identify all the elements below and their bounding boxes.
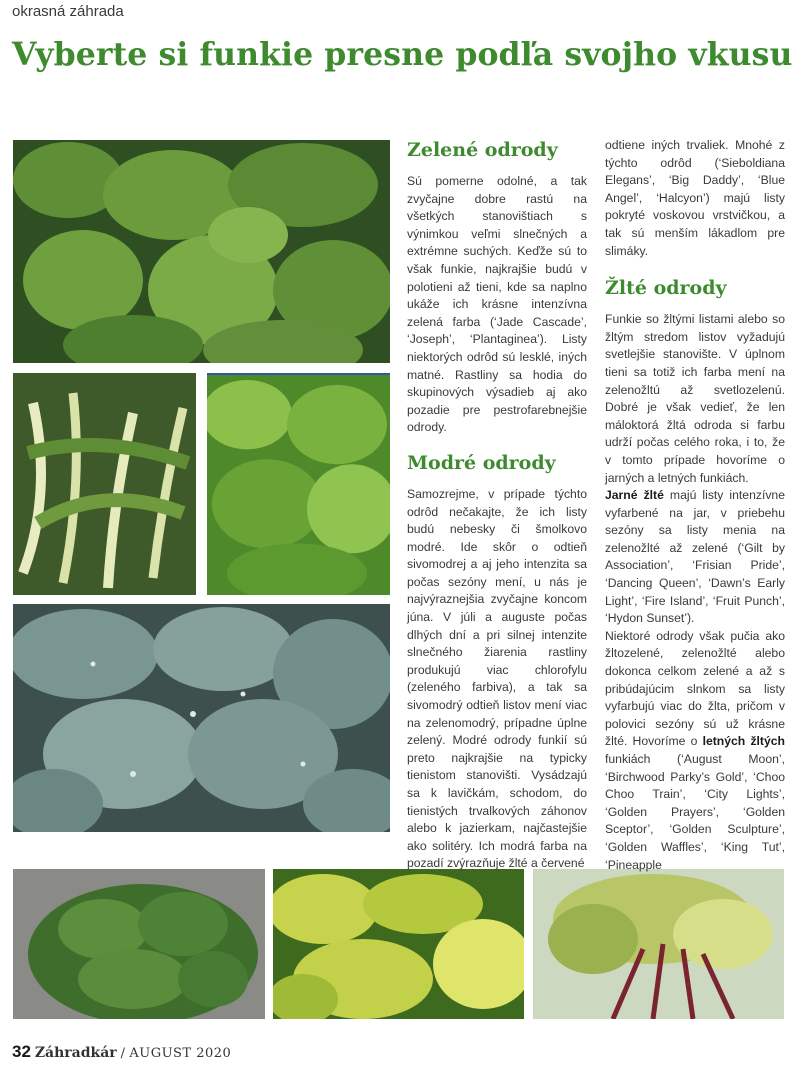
photo-yellow-red-stem-hosta (533, 869, 784, 1019)
page-number: 32 (12, 1042, 31, 1061)
page-title: Vyberte si funkie presne podľa svojho vkusu (12, 36, 793, 73)
heading-green-varieties: Zelené odrody (407, 139, 558, 161)
footer-separator: / (120, 1046, 126, 1061)
text-summer-yellow-before: Niektoré odrody však pučia ako žltozelené, zelenožlté alebo dokonca celkom zelené a až s pribúdajúcim slnkom sa listy vyfarbujú viac do žlta, pričom v polovici sezóny sú už krásne žlté. Hovoríme o (605, 628, 785, 749)
article-column-2 (605, 137, 785, 874)
photo-green-hosta-large (13, 140, 390, 363)
article-column-1 (407, 138, 587, 873)
photo-variegated-hosta (13, 373, 196, 595)
text-spring-yellow: majú listy intenzívne vyfarbené na jar, v priebehu sezóny sa listy menia na zelenožlté až zelené (‘Gilt by Association’, ‘Frisian Pride’, ‘Dancing Queen’, ‘Dawn’s Early Light’, ‘Fire Island’, ‘Fruit Punch’, ‘Hydon Sunset’). (605, 488, 785, 626)
paragraph-green-varieties: Sú pomerne odolné, a tak zvyčajne dobre rastú na všetkých stanovištiach s výnimkou veľmi slnečných a extrémne suchých. Keďže sú to však funkie, najkrajšie budú v polotieni až tieni, kde sa naplno ukáže ich krásne intenzívna zelená farba (‘Jade Cascade’, ‘Joseph’, ‘Plantaginea’). Listy niektorých odrôd sú lesklé, iných matné. Rastliny sa hodia do skupinových výsadieb aj ako pozadie pre pestrofarebnejšie odrody. (407, 174, 587, 435)
label-spring-yellow: Jarné žlté (605, 488, 664, 503)
page-footer (12, 1042, 231, 1062)
paragraph-summer-yellow (605, 628, 785, 874)
paragraph-blue-continuation: odtiene iných trvaliek. Mnohé z týchto odrôd (‘Sieboldiana Elegans’, ‘Big Daddy’, ‘Blue Angel’, ‘Halcyon’) majú listy pokryté voskovou vrstvičkou, a tak sú menším lákadlom pre slimáky. (605, 138, 785, 258)
text-summer-yellow-after: funkiách (‘August Moon’, ‘Birchwood Parky’s Gold’, ‘Choo Choo Train’, ‘City Lights’, ‘Golden Prayers’, ‘Golden Sceptor’, ‘Golden Sculpture’, ‘Golden Waffles’, ‘King Tut’, ‘Pineapple (605, 752, 785, 872)
label-summer-yellow: letných žltých (702, 734, 785, 749)
photo-yellow-hosta (273, 869, 524, 1019)
heading-yellow-varieties: Žlté odrody (605, 277, 727, 300)
paragraph-yellow-intro: Funkie so žltými listami alebo so žltým stredom listov vyžadujú svetlejšie stanovište. V úplnom tieni sa totiž ich farba mení na zelenožltú až svetlozelenú. Dobré je však vedieť, že len máloktorá žltá odroda si farbu udrží počas celého roka, i to, že v tomto prípade hovoríme o jarných a letných funkiách. (605, 312, 785, 485)
magazine-name: Záhradkár (34, 1045, 117, 1061)
section-label: okrasná záhrada (12, 3, 124, 20)
paragraph-blue-varieties: Samozrejme, v prípade týchto odrôd nečakajte, že ich listy budú nebesky či šmolkovo modré. Ide skôr o odtieň sivomodrej a aj jeho intenzita sa počas sezóny mení, u nás je najvýraznejšia zvyčajne koncom júna. V júli a auguste počas dlhých dní a pri silnej intenzite slnečného žiarenia rastliny produkujú viac chlorofylu (zeleného farbiva), a tak sa sivomodrý odtieň listov mení viac na zelenomodrý, prípadne úplne zelený. Modré odrody funkií sú preto najkrajšie na typicky tienistom stanovišti. Vysádzajú sa k lavičkám, schodom, do tienistých trvalkových záhonov alebo k jazierkam, najčastejšie ako solitéry. Ich modrá farba na pozadí zvýrazňuje žlté a červené (407, 486, 587, 871)
photo-lime-green-hosta (207, 373, 390, 595)
issue-date: AUGUST 2020 (129, 1046, 232, 1061)
heading-blue-varieties: Modré odrody (407, 451, 556, 474)
photo-green-hosta-pot (13, 869, 265, 1019)
photo-blue-hosta-dew (13, 604, 390, 832)
paragraph-spring-yellow (605, 487, 785, 628)
